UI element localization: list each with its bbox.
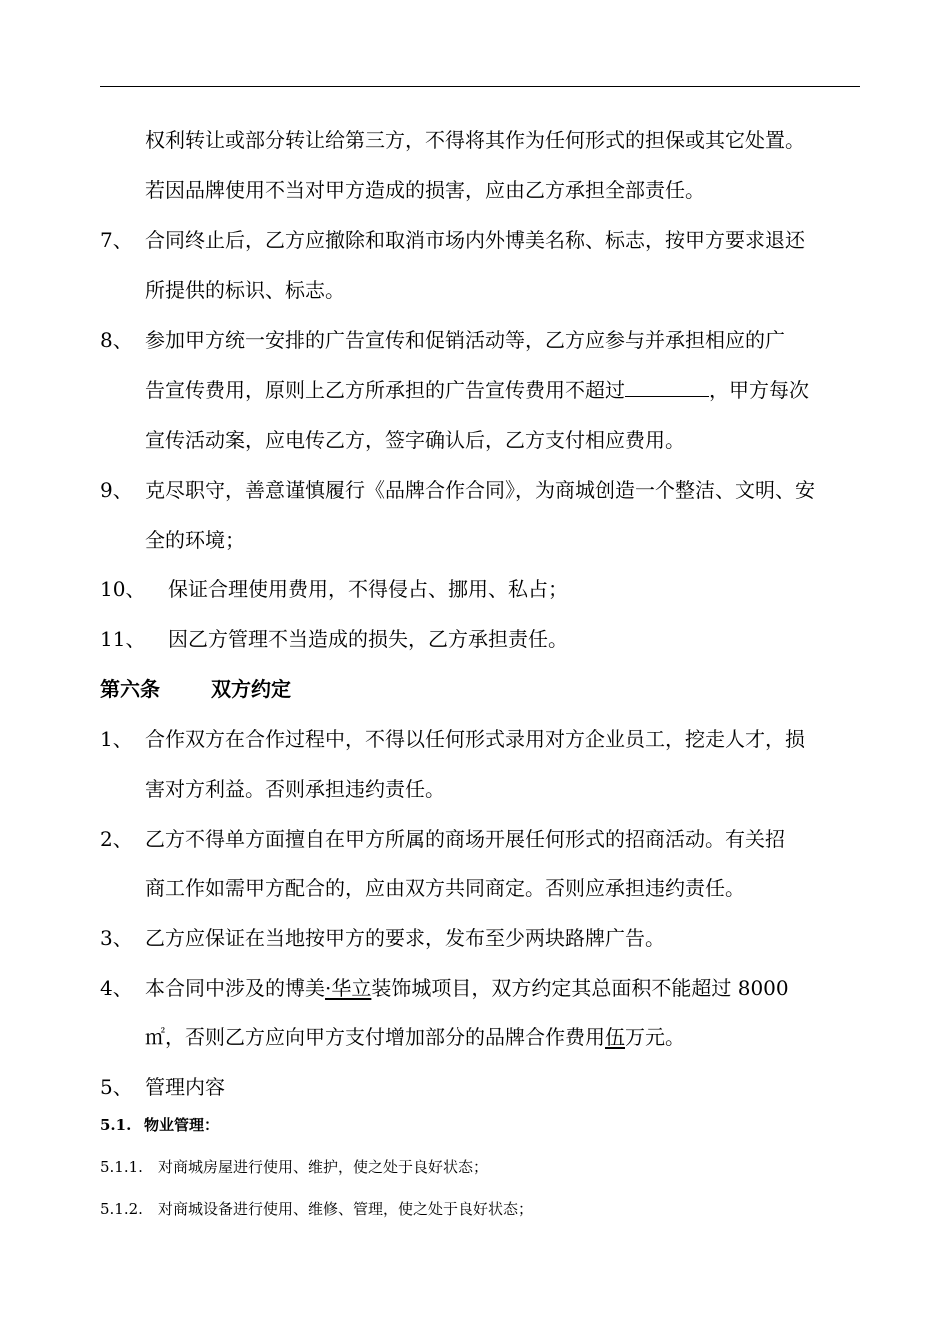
- paragraph-line: 若因品牌使用不当对甲方造成的损害，应由乙方承担全部责任。: [145, 178, 705, 202]
- paragraph-line: 商工作如需甲方配合的，应由双方共同商定。否则应承担违约责任。: [145, 876, 745, 900]
- text-segment: ㎡，否则乙方应向甲方支付增加部分的品牌合作费用: [145, 1025, 605, 1049]
- header-rule: [100, 86, 860, 87]
- paragraph-line: 合同终止后，乙方应撤除和取消市场内外博美名称、标志，按甲方要求退还: [145, 228, 805, 252]
- underlined-text: ·华立: [325, 976, 372, 1000]
- text-segment: 万元。: [625, 1025, 685, 1049]
- paragraph-line: 管理内容: [145, 1075, 225, 1099]
- section-number: 5.1.: [100, 1116, 132, 1134]
- list-number: 8、: [100, 328, 133, 352]
- paragraph-line: 乙方不得单方面擅自在甲方所属的商场开展任何形式的招商活动。有关招: [145, 827, 785, 851]
- text-segment: 装饰城项目，双方约定其总面积不能超过 8000: [371, 976, 789, 1000]
- paragraph-line: 对商城设备进行使用、维修、管理，使之处于良好状态；: [158, 1200, 534, 1218]
- section-number: 5.1.1.: [100, 1158, 143, 1176]
- list-number: 7、: [100, 228, 133, 252]
- paragraph-line: 参加甲方统一安排的广告宣传和促销活动等，乙方应参与并承担相应的广: [145, 328, 785, 352]
- list-number: 10、: [100, 577, 146, 601]
- list-number: 11、: [100, 627, 146, 651]
- list-number: 2、: [100, 827, 133, 851]
- text-segment: 告宣传费用，原则上乙方所承担的广告宣传费用不超过: [145, 378, 625, 402]
- paragraph-line: 所提供的标识、标志。: [145, 278, 345, 302]
- paragraph-line: 权利转让或部分转让给第三方，不得将其作为任何形式的担保或其它处置。: [145, 128, 805, 152]
- paragraph-line: [145, 1025, 685, 1049]
- list-number: 5、: [100, 1075, 133, 1099]
- section-title: 物业管理：: [144, 1116, 220, 1134]
- list-number: 3、: [100, 926, 133, 950]
- paragraph-line: 乙方应保证在当地按甲方的要求，发布至少两块路牌广告。: [145, 926, 665, 950]
- paragraph-line: [145, 378, 809, 402]
- paragraph-line: 因乙方管理不当造成的损失，乙方承担责任。: [168, 627, 568, 651]
- article-label: 第六条: [100, 677, 160, 701]
- paragraph-line: 害对方利益。否则承担违约责任。: [145, 777, 445, 801]
- text-segment: 本合同中涉及的博美: [145, 976, 325, 1000]
- paragraph-line: 克尽职守，善意谨慎履行《品牌合作合同》，为商城创造一个整洁、文明、安: [145, 478, 815, 502]
- fill-in-blank: [625, 378, 709, 397]
- paragraph-line: 宣传活动案，应电传乙方，签字确认后，乙方支付相应费用。: [145, 428, 685, 452]
- paragraph-line: 保证合理使用费用，不得侵占、挪用、私占；: [168, 577, 568, 601]
- paragraph-line: 全的环境；: [145, 528, 245, 552]
- paragraph-line: [145, 976, 789, 1000]
- section-number: 5.1.2.: [100, 1200, 143, 1218]
- text-segment: ，甲方每次: [709, 378, 809, 402]
- paragraph-line: 对商城房屋进行使用、维护，使之处于良好状态；: [158, 1158, 489, 1176]
- underlined-text: 伍: [605, 1025, 625, 1049]
- list-number: 1、: [100, 727, 133, 751]
- article-title: 双方约定: [211, 677, 291, 701]
- list-number: 4、: [100, 976, 133, 1000]
- list-number: 9、: [100, 478, 133, 502]
- paragraph-line: 合作双方在合作过程中，不得以任何形式录用对方企业员工，挖走人才，损: [145, 727, 805, 751]
